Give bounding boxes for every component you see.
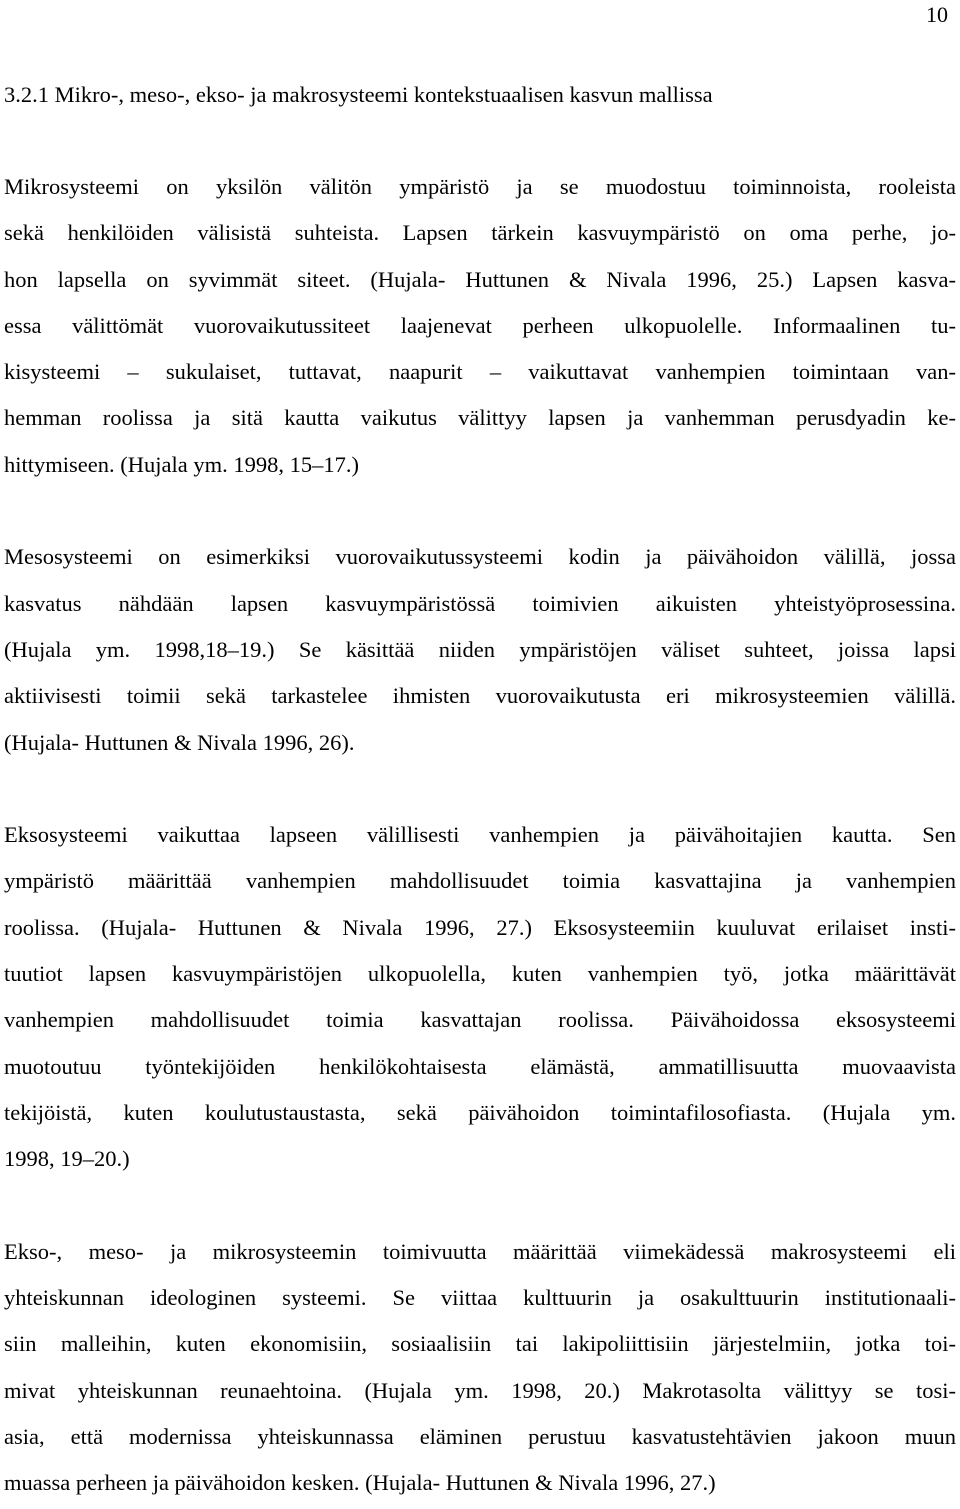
document-body bbox=[4, 72, 956, 1507]
text-line: roolissa. (Hujala- Huttunen & Nivala 1996, 27.) Eksosysteemiin kuuluvat erilaiset insti- bbox=[4, 914, 956, 940]
text-line: tekijöistä, kuten koulutustaustasta, sekä päivähoidon toimintafilosofiasta. (Hujala ym. bbox=[4, 1099, 956, 1125]
text-line: muassa perheen ja päivähoidon kesken. (Hujala- Huttunen & Nivala 1996, 27.) bbox=[4, 1470, 716, 1496]
text-line: muotoutuu työntekijöiden henkilökohtaisesta elämästä, ammatillisuutta muovaavista bbox=[4, 1053, 956, 1079]
text-line: kasvatus nähdään lapsen kasvuympäristössä toimivien aikuisten yhteistyöprosessina. bbox=[4, 590, 956, 616]
text-line: Mesosysteemi on esimerkiksi vuorovaikutussysteemi kodin ja päivähoidon välillä, jossa bbox=[4, 544, 956, 570]
text-line: aktiivisesti toimii sekä tarkastelee ihmisten vuorovaikutusta eri mikrosysteemien välillä. bbox=[4, 683, 956, 709]
text-line: sekä henkilöiden välisistä suhteista. Lapsen tärkein kasvuympäristö on oma perhe, jo- bbox=[4, 220, 956, 246]
text-line: mivat yhteiskunnan reunaehtoina. (Hujala ym. 1998, 20.) Makrotasolta välittyy se tosi- bbox=[4, 1377, 956, 1403]
spacer bbox=[4, 766, 956, 812]
text-line: hemman roolissa ja sitä kautta vaikutus välittyy lapsen ja vanhemman perusdyadin ke- bbox=[4, 405, 956, 431]
text-line: vanhempien mahdollisuudet toimia kasvattajan roolissa. Päivähoidossa eksosysteemi bbox=[4, 1007, 956, 1033]
text-line: hittymiseen. (Hujala ym. 1998, 15–17.) bbox=[4, 451, 359, 477]
spacer bbox=[4, 488, 956, 534]
text-line: (Hujala ym. 1998,18–19.) Se käsittää niiden ympäristöjen väliset suhteet, joissa lapsi bbox=[4, 636, 956, 662]
text-line: 1998, 19–20.) bbox=[4, 1146, 130, 1172]
page-number: 10 bbox=[926, 2, 948, 27]
text-line: siin malleihin, kuten ekonomisiin, sosiaalisiin tai lakipoliittisiin järjestelmiin, jotka toi- bbox=[4, 1331, 956, 1357]
section-heading: 3.2.1 Mikro-, meso-, ekso- ja makrosysteemi kontekstuaalisen kasvun mallissa bbox=[4, 82, 713, 107]
text-line: kisysteemi – sukulaiset, tuttavat, naapurit – vaikuttavat vanhempien toimintaan van- bbox=[4, 359, 956, 385]
text-line: (Hujala- Huttunen & Nivala 1996, 26). bbox=[4, 729, 355, 755]
text-line: essa välittömät vuorovaikutussiteet laajenevat perheen ulkopuolelle. Informaalinen tu- bbox=[4, 312, 956, 338]
paragraph-mikrosysteemi bbox=[4, 164, 956, 488]
text-line: yhteiskunnan ideologinen systeemi. Se viittaa kulttuurin ja osakulttuurin institutionaali- bbox=[4, 1285, 956, 1311]
spacer bbox=[4, 118, 956, 164]
text-line: Eksosysteemi vaikuttaa lapseen välillisesti vanhempien ja päivähoitajien kautta. Sen bbox=[4, 822, 956, 848]
paragraph-eksosysteemi bbox=[4, 812, 956, 1182]
text-line: Mikrosysteemi on yksilön välitön ympäristö ja se muodostuu toiminnoista, rooleista bbox=[4, 174, 956, 199]
text-line: hon lapsella on syvimmät siteet. (Hujala- Huttunen & Nivala 1996, 25.) Lapsen kasva- bbox=[4, 266, 956, 292]
paragraph-mesosysteemi bbox=[4, 534, 956, 765]
spacer bbox=[4, 1183, 956, 1229]
text-line: tuutiot lapsen kasvuympäristöjen ulkopuolella, kuten vanhempien työ, jotka määrittävät bbox=[4, 961, 956, 987]
text-line: Ekso-, meso- ja mikrosysteemin toimivuutta määrittää viimekädessä makrosysteemi eli bbox=[4, 1238, 956, 1264]
paragraph-makrosysteemi bbox=[4, 1229, 956, 1507]
text-line: asia, että modernissa yhteiskunnassa eläminen perustuu kasvatustehtävien jakoon muun bbox=[4, 1424, 956, 1450]
text-line: ympäristö määrittää vanhempien mahdollisuudet toimia kasvattajina ja vanhempien bbox=[4, 868, 956, 894]
